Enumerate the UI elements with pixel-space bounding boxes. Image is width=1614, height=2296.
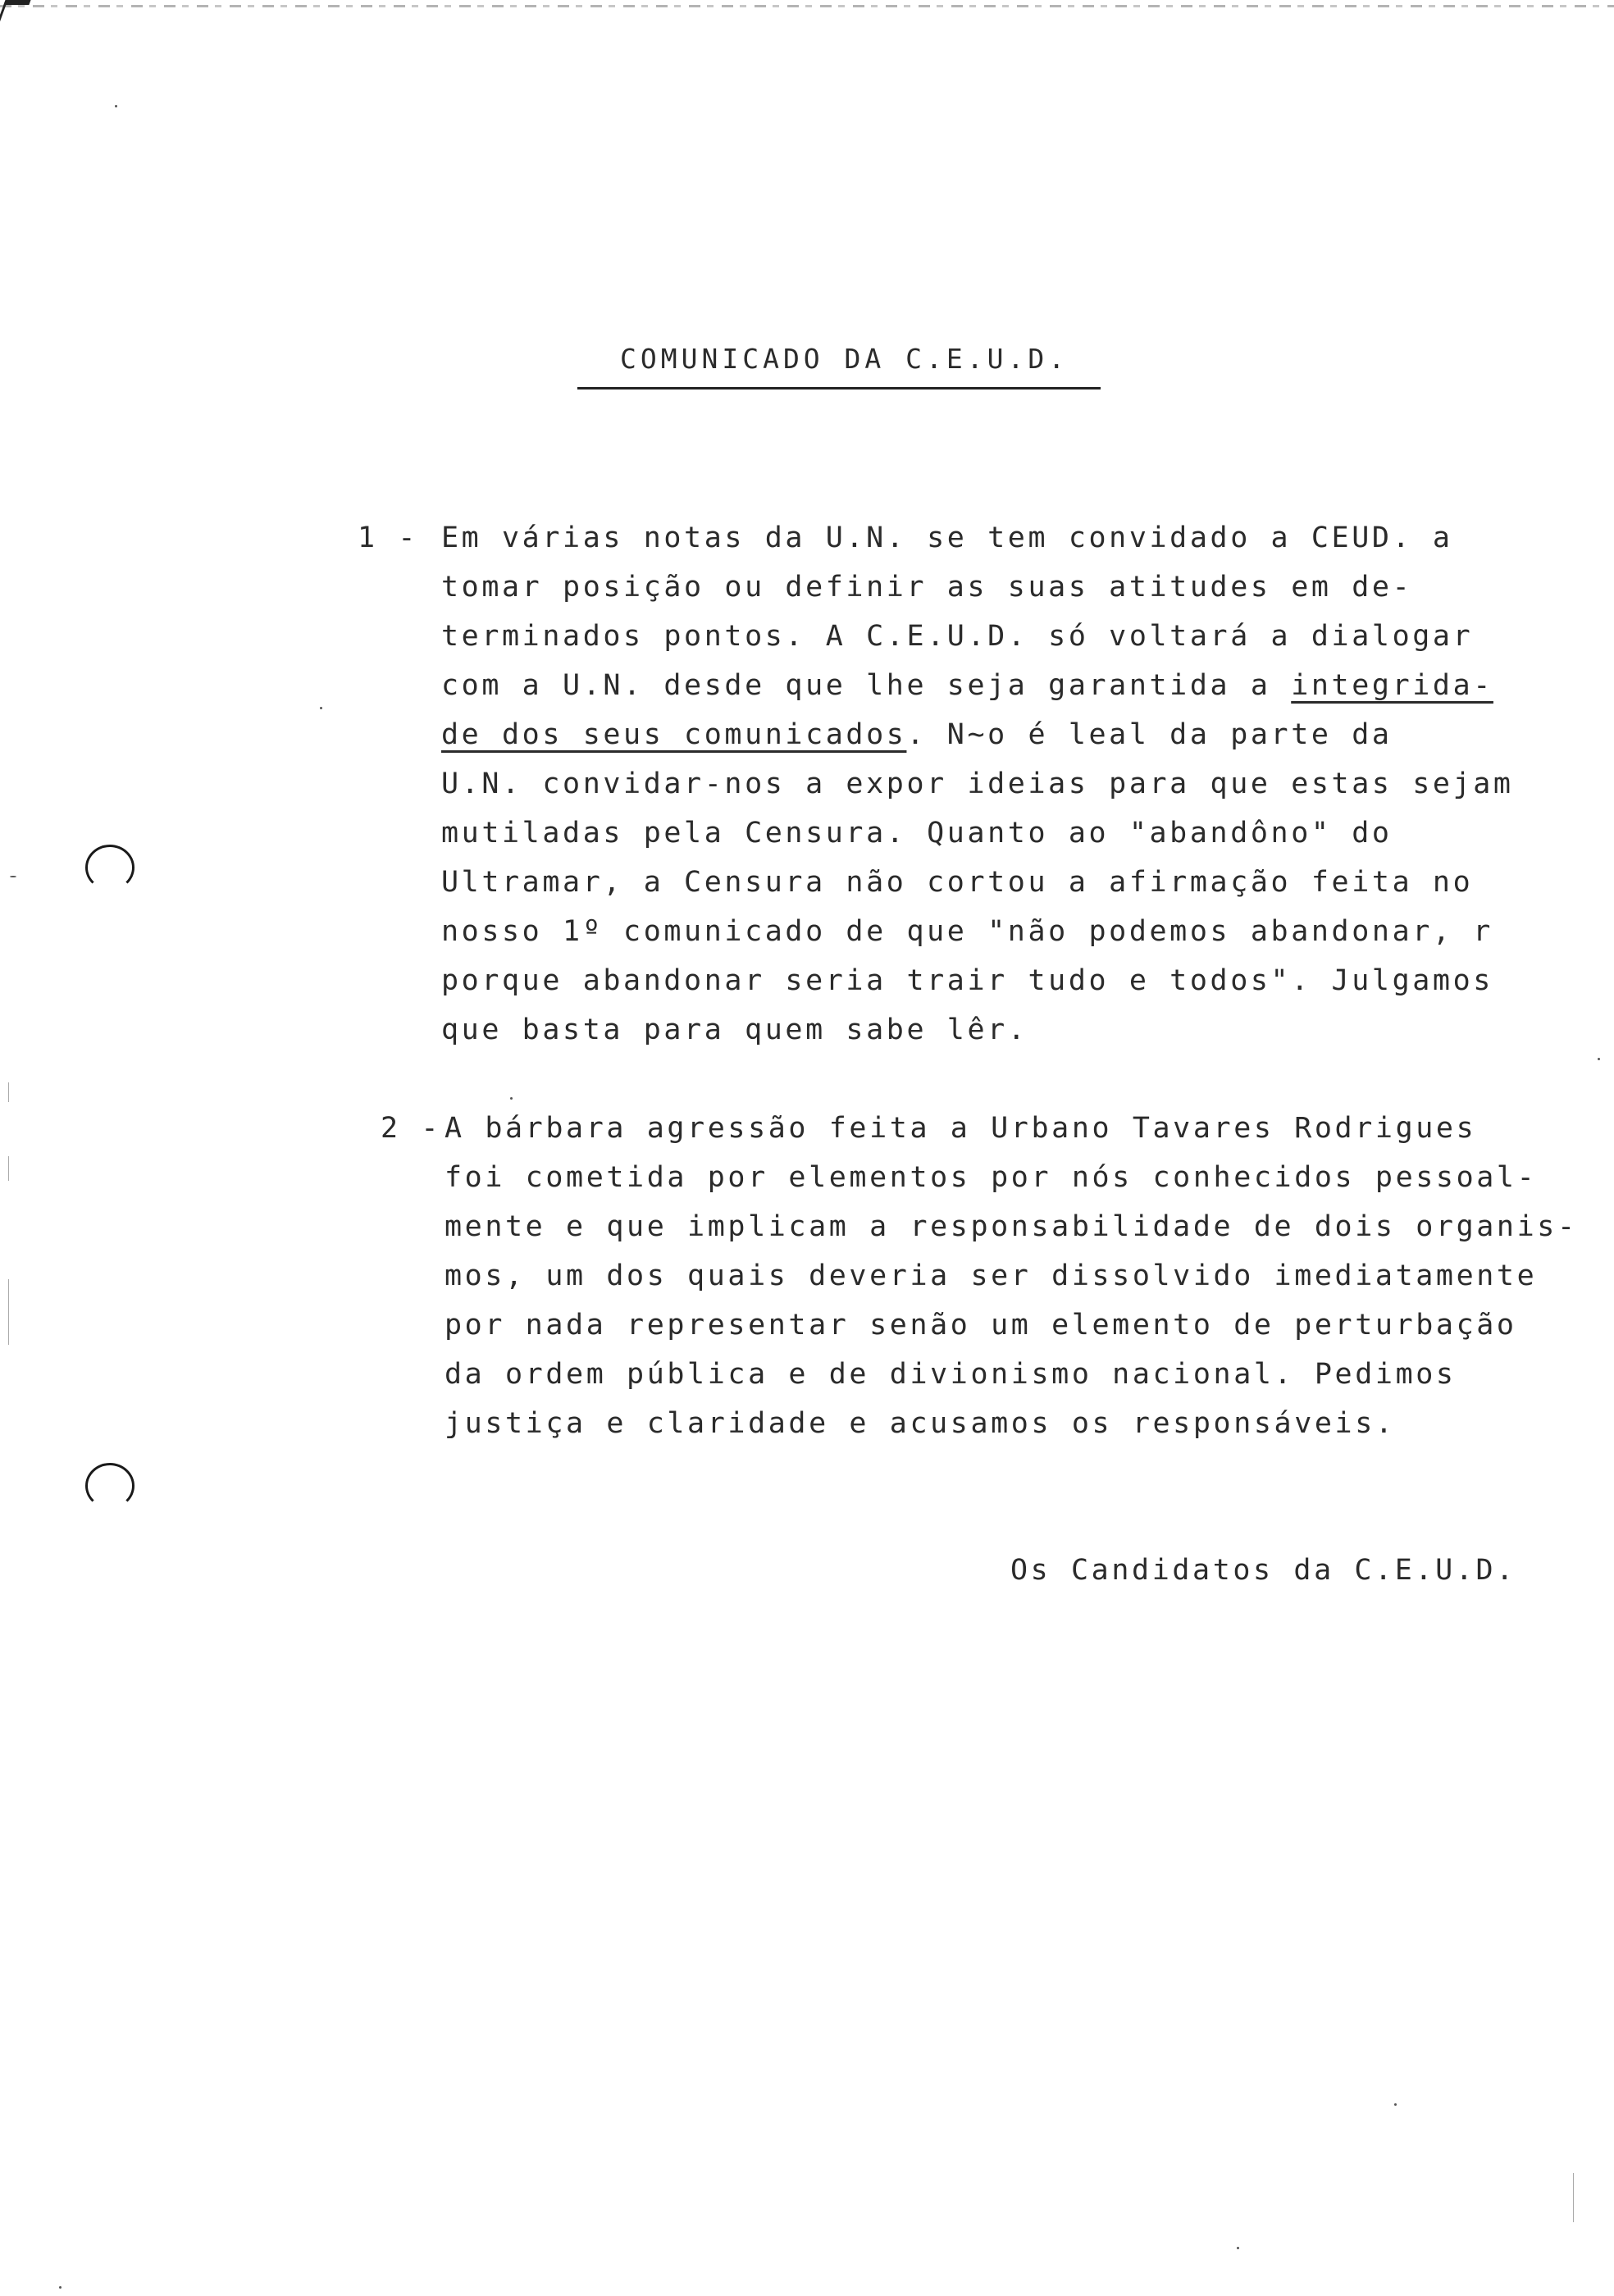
paragraph-line: nosso 1º comunicado de que "não podemos abandonar, r [441,915,1493,948]
scan-top-edge [0,5,1614,7]
paragraph-line: terminados pontos. A C.E.U.D. só voltará a dialogar [441,620,1474,653]
scan-margin-mark [8,1082,9,1102]
text-run: . N~o é leal da parte da [906,718,1393,751]
paragraph-line [441,669,1493,702]
paragraph-line: mos, um dos quais deveria ser dissolvido imediatamente [445,1260,1538,1292]
scan-speck [320,707,322,709]
paragraph-number: 2 - [381,1112,442,1145]
underlined-text: integrida- [1291,669,1493,702]
paragraph-line: A bárbara agressão feita a Urbano Tavares Rodrigues [445,1112,1477,1145]
text-run: com a U.N. desde que lhe seja garantida a [441,669,1292,702]
paragraph-number: 1 - [358,522,419,554]
paragraph-line: que basta para quem sabe lêr. [441,1014,1028,1046]
signature: Os Candidatos da C.E.U.D. [1010,1554,1516,1587]
paragraph-line: tomar posição ou definir as suas atitudes em de- [441,571,1413,604]
scan-speck [59,2286,62,2289]
paragraph-line: foi cometida por elementos por nós conhecidos pessoal- [445,1161,1538,1194]
scan-speck [115,105,117,107]
paragraph-line: Ultramar, a Censura não cortou a afirmação feita no [441,866,1474,899]
scan-margin-mark [8,1156,9,1181]
paragraph-line [441,718,1393,751]
punch-hole-icon [85,1463,134,1509]
underlined-text: de dos seus comunicados [441,718,907,751]
scan-corner-mark [0,0,31,30]
scan-speck [1394,2103,1397,2106]
scan-margin-mark [8,1279,9,1345]
scan-speck [10,876,16,877]
scan-margin-mark [1573,2173,1574,2222]
paragraph-line: mutiladas pela Censura. Quanto ao "abandôno" do [441,817,1393,850]
paragraph-line: U.N. convidar-nos a expor ideias para que estas sejam [441,768,1514,800]
scan-speck [1237,2247,1239,2249]
paragraph-line: mente e que implicam a responsabilidade de dois organis- [445,1210,1578,1243]
punch-hole-icon [85,845,134,891]
paragraph-line: justiça e claridade e acusamos os responsáveis. [445,1407,1396,1440]
title-underline [577,387,1101,390]
scan-speck [510,1097,513,1100]
paragraph-line: Em várias notas da U.N. se tem convidado a CEUD. a [441,522,1453,554]
paragraph-line: porque abandonar seria trair tudo e todos". Julgamos [441,964,1493,997]
scan-speck [1598,1058,1600,1060]
paragraph-line: por nada representar senão um elemento de perturbação [445,1309,1517,1342]
paragraph-line: da ordem pública e de divionismo nacional. Pedimos [445,1358,1457,1391]
document-title: COMUNICADO DA C.E.U.D. [620,343,1069,375]
